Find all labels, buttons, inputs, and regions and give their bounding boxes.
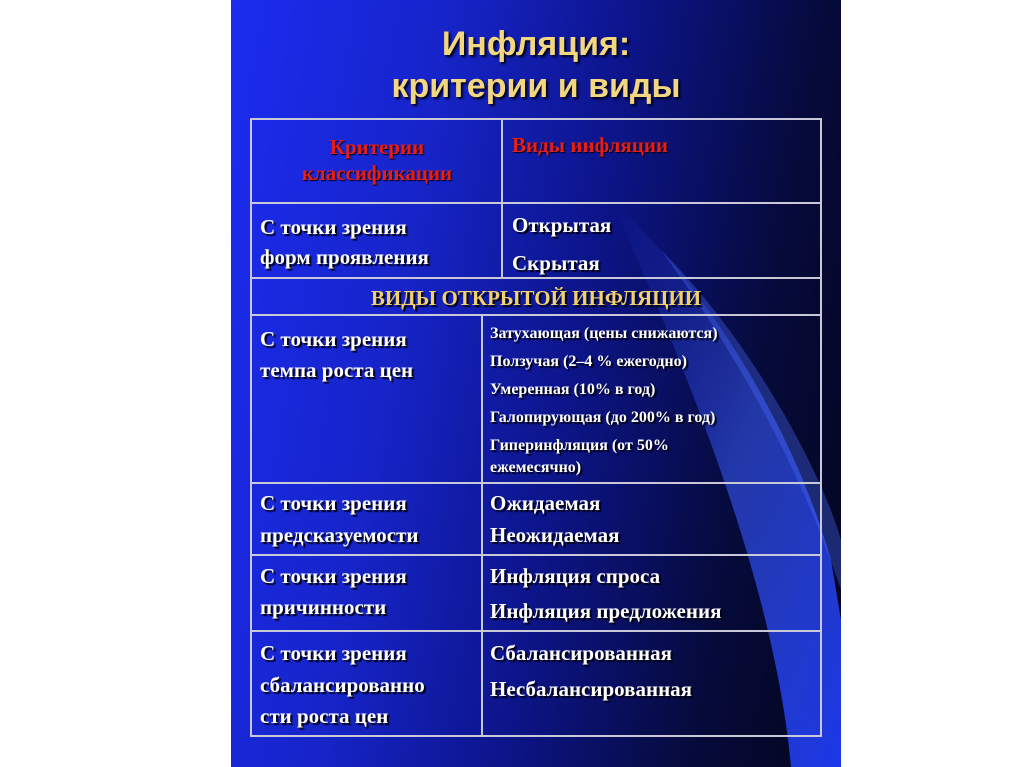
row3-criteria-line-2: предсказуемости <box>260 523 419 547</box>
row2-item: Умеренная (10% в год) <box>490 381 656 398</box>
row4-criteria-line-2: причинности <box>260 595 387 619</box>
header-types: Виды инфляции <box>512 133 669 157</box>
row5-criteria-line-1: С точки зрения <box>260 641 407 665</box>
slide-title-line-1: Инфляция: <box>441 25 631 63</box>
inflation-table <box>250 118 822 738</box>
row4-type-1: Инфляция спроса <box>490 564 661 588</box>
row2-item: Затухающая (цены снижаются) <box>490 325 718 342</box>
row5-criteria-line-3: сти роста цен <box>260 704 389 728</box>
row3-type-2: Неожидаемая <box>490 523 620 547</box>
row3-criteria-line-1: С точки зрения <box>260 491 407 515</box>
row2-item: Ползучая (2–4 % ежегодно) <box>490 353 687 370</box>
row5-type-1: Сбалансированная <box>490 641 672 665</box>
row2-criteria-line-1: С точки зрения <box>260 327 407 351</box>
header-criteria-line-2: классификации <box>301 161 453 185</box>
row1-criteria-line-2: форм проявления <box>260 245 429 269</box>
header-criteria-line-1: Критерии <box>329 135 425 159</box>
row2-item: Гиперинфляция (от 50% <box>490 437 669 454</box>
row2-criteria-line-2: темпа роста цен <box>260 358 414 382</box>
row2-item: ежемесячно) <box>490 459 582 476</box>
row2-item: Галопирующая (до 200% в год) <box>490 409 716 426</box>
row4-criteria-line-1: С точки зрения <box>260 564 407 588</box>
row1-criteria-line-1: С точки зрения <box>260 215 407 239</box>
row1-type-1: Открытая <box>512 213 612 237</box>
section-heading: ВИДЫ ОТКРЫТОЙ ИНФЛЯЦИИ <box>370 286 702 310</box>
row5-criteria-line-2: сбалансированно <box>260 673 425 697</box>
row4-type-2: Инфляция предложения <box>490 599 722 623</box>
row5-type-2: Несбалансированная <box>490 677 693 701</box>
row1-type-2: Скрытая <box>512 251 600 275</box>
slide-title-line-2: критерии и виды <box>391 67 681 105</box>
row3-type-1: Ожидаемая <box>490 491 601 515</box>
